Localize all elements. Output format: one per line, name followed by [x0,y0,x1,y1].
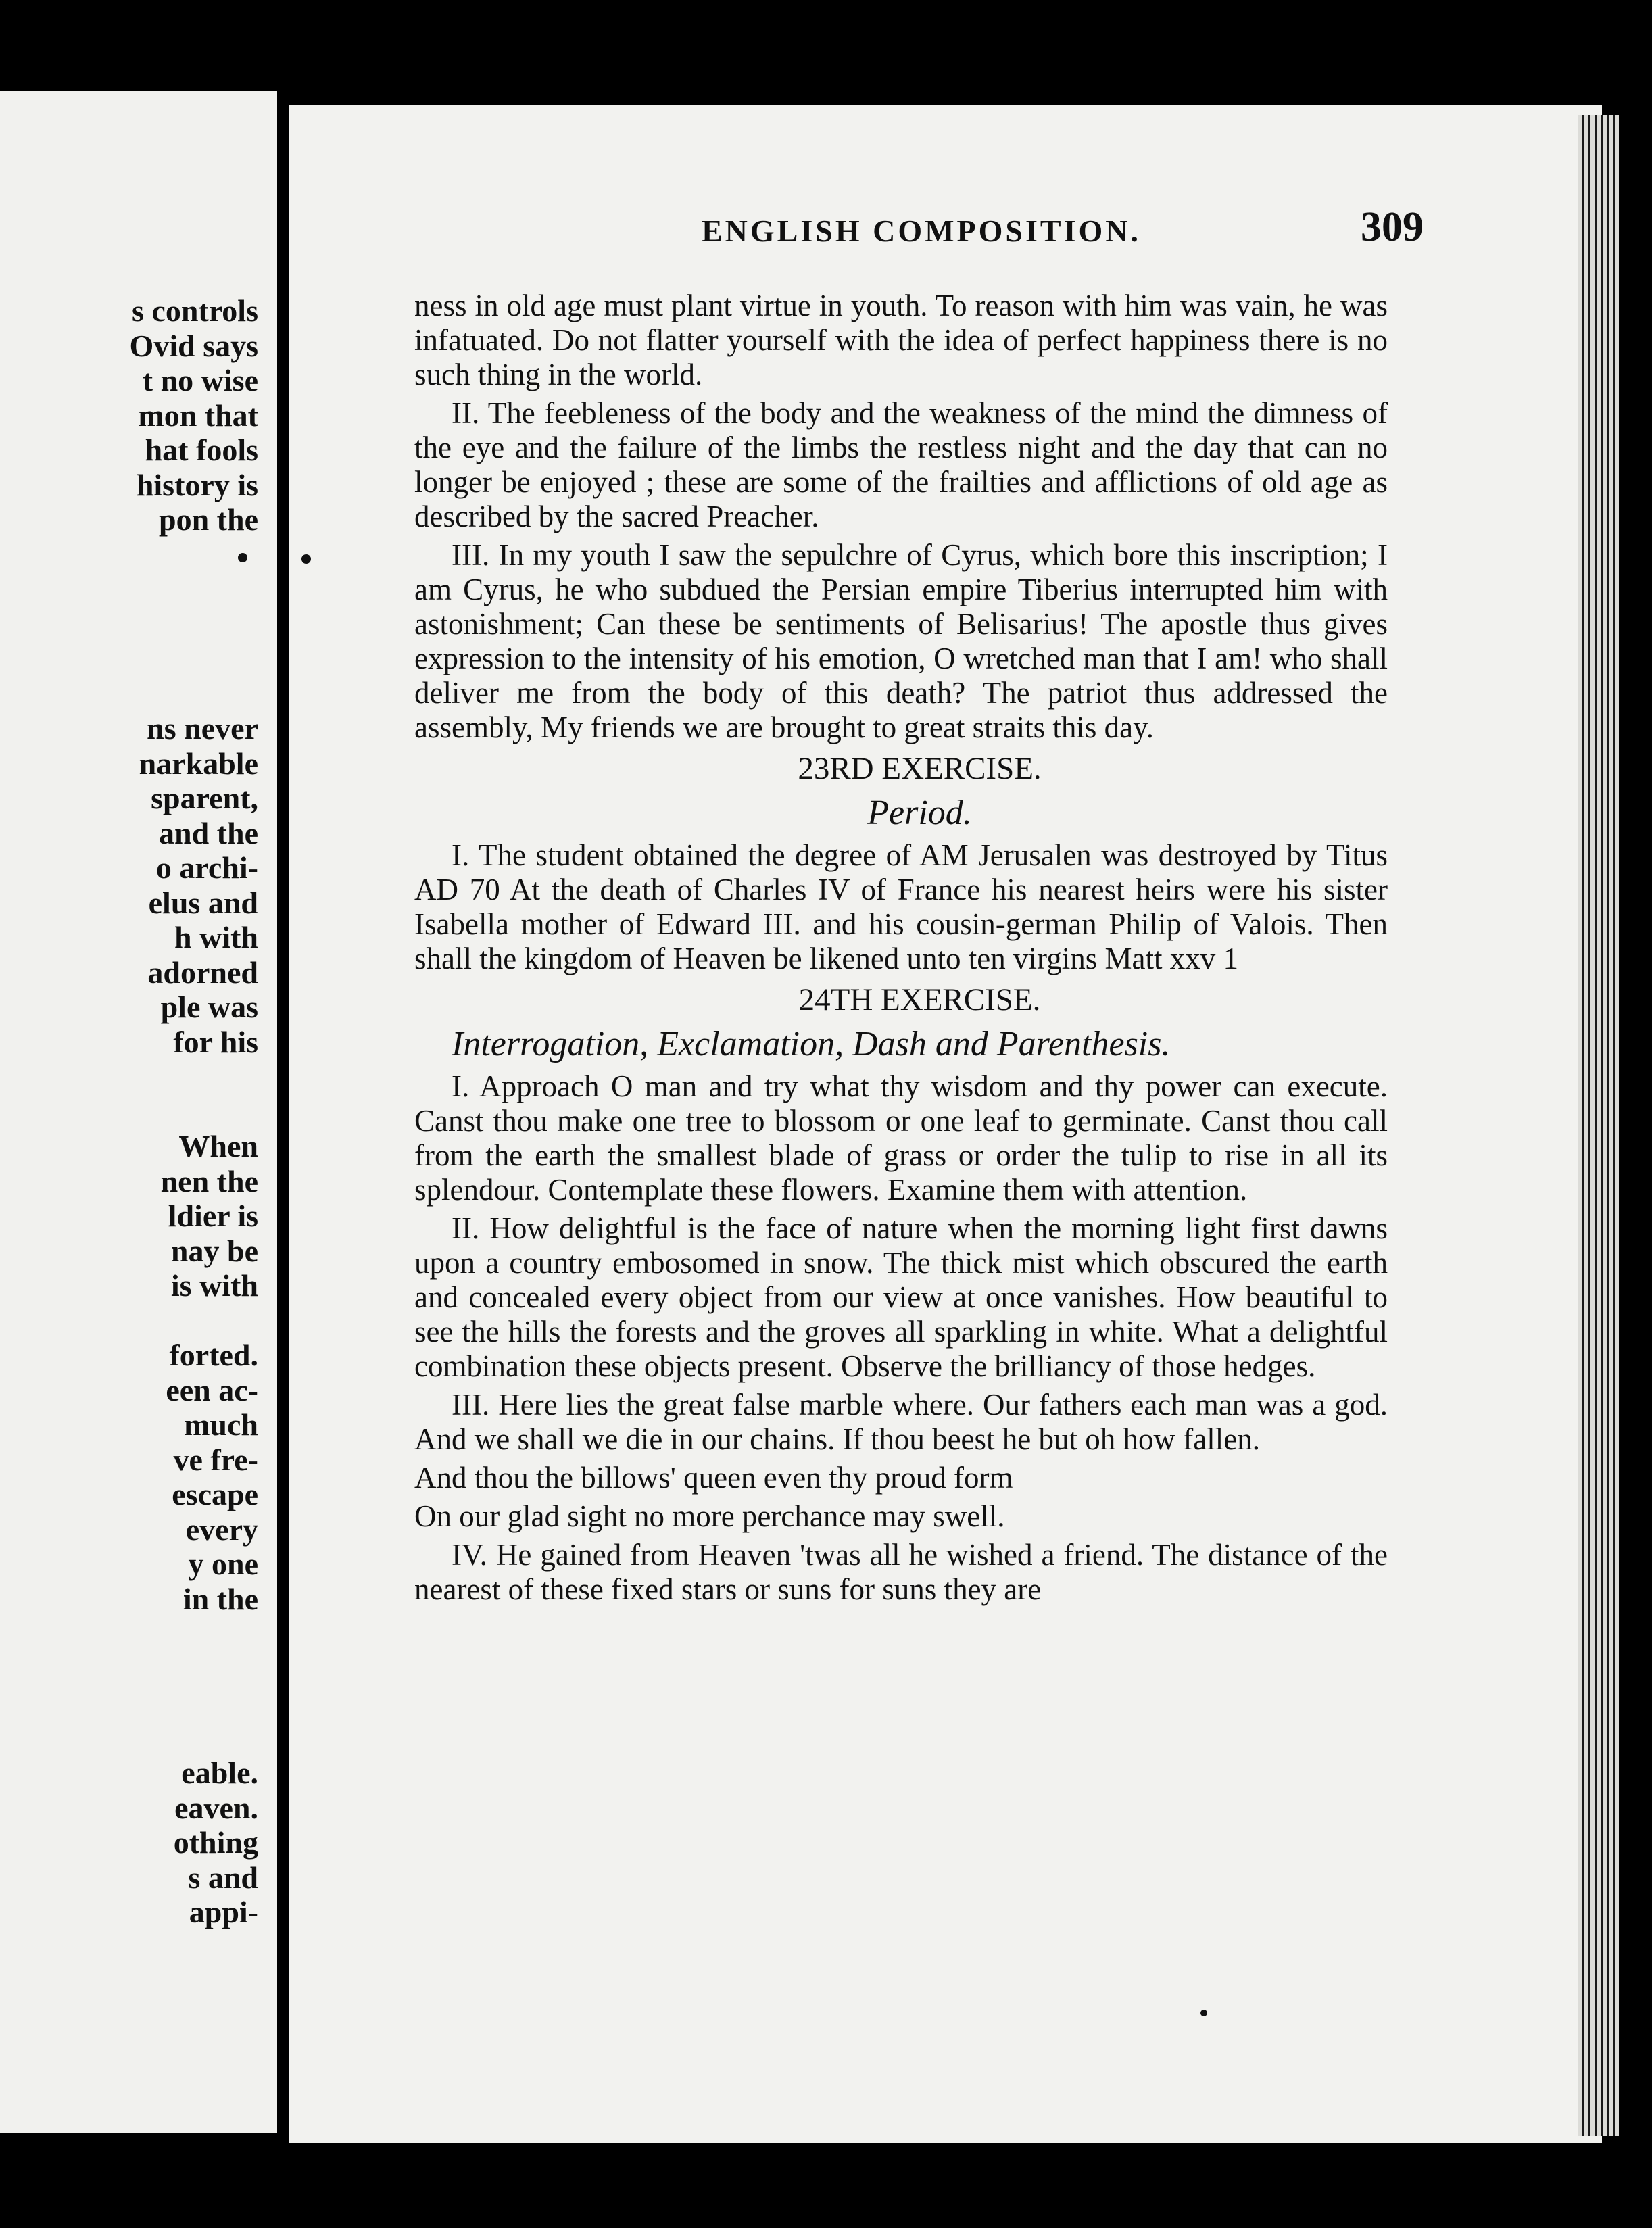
facing-page-line: hat fools [145,433,258,467]
facing-page-line: history is [136,467,258,502]
facing-page-line: appi- [189,1895,258,1929]
facing-page-line: for his [173,1024,258,1059]
facing-page-line: s and [188,1860,258,1895]
facing-page-line: is with [170,1268,258,1303]
ink-dot [238,553,247,562]
paragraph-iii: III. In my youth I saw the sepulchre of Cyrus, which bore this inscription; I am Cyrus, he who subdued the Persian empire Tiberius interrupted him with astonishment; Can these be sentiments of Belisarius! The apostle thus gives expression to the intensity of his emotion, O wretched man that I am! who shall deliver me from the body of this death? The patriot thus addressed the assembly, My friends we are brought to great straits this day. [414,538,1388,744]
facing-page-line: adorned [147,954,258,990]
facing-page-line: forted. [169,1338,258,1372]
facing-page-line: narkable [139,746,258,781]
exercise-23-heading: 23RD EXERCISE. [798,751,1042,786]
exercise-24-paragraph-iv: IV. He gained from Heaven 'twas all he wished a friend. The distance of the nearest of these fixed stars or suns for suns they are [414,1538,1388,1606]
paragraph-ii: II. The feebleness of the body and the weakness of the mind the dimness of the eye and the failure of the limbs the restless night and the day that can no longer be enjoyed ; these are some of the frailties and afflictions of old age as described by the sacred Preacher. [414,396,1388,533]
exercise-24-paragraph-ii: II. How delightful is the face of nature when the morning light first dawns upon a country embosomed in snow. The thick mist which obscured the earth and concealed every object from our view at once vanishes. How beautiful to see the hills the forests and the groves all sparkling in white. What a delightful combination these objects present. Observe the brilliancy of those hedges. [414,1211,1388,1383]
facing-page-line: eaven. [174,1790,258,1825]
exercise-24-heading: 24TH EXERCISE. [798,982,1041,1017]
facing-page-line: escape [172,1477,258,1511]
facing-page [0,91,277,2133]
facing-page-line: een ac- [166,1372,258,1407]
facing-page-line: ns never [147,711,258,746]
facing-page-line: t no wise [142,363,258,397]
facing-page-line: and the [159,815,258,850]
exercise-24-paragraph-i: I. Approach O man and try what thy wisdom and thy power can execute. Canst thou make one tree to blossom or one leaf to germinate. Canst thou call from the earth the smallest blade of grass or order the tulip to rise in all its splendour. Contemplate these flowers. Examine them with attention. [414,1069,1388,1207]
facing-page-line: o archi- [155,850,258,885]
facing-page-line: ldier is [168,1198,258,1233]
exercise-24-subheading: Interrogation, Exclamation, Dash and Parenthesis. [452,1025,1171,1063]
main-page [289,105,1602,2143]
facing-page-line: eable. [181,1755,258,1790]
facing-page-line: h with [174,920,258,954]
facing-page-line: othing [173,1825,258,1860]
facing-page-line: much [184,1407,258,1442]
facing-page-line: pon the [159,502,258,537]
page-gutter [277,95,289,2136]
facing-page-line: mon that [138,397,258,433]
exercise-23-paragraph-i: I. The student obtained the degree of AM Jerusalen was destroyed by Titus AD 70 At the death of Charles IV of France his nearest heirs were his sister Isabella mother of Edward III. and his cousin-german Philip of Valois. Then shall the kingdom of Heaven be likened unto ten virgins Matt xxv 1 [414,838,1388,975]
page-edges [1578,115,1619,2136]
facing-page-line: every [185,1511,258,1547]
facing-page-line: ve fre- [173,1442,258,1477]
page-body [414,289,1388,1611]
facing-page-line: s controls [132,293,258,328]
page-header [414,204,1496,260]
page-number: 309 [1361,204,1424,250]
verse-line: And thou the billows' queen even thy proud form [414,1461,1013,1495]
facing-page-line: nen the [160,1163,258,1198]
running-head: ENGLISH COMPOSITION. [702,214,1141,248]
facing-page-line: When [178,1129,258,1163]
paragraph-intro: ness in old age must plant virtue in youth. To reason with him was vain, he was infatuated. Do not flatter yourself with the idea of perfect happiness there is no such thing in the world. [414,289,1388,391]
facing-page-line: sparent, [151,781,258,815]
exercise-23-subheading: Period. [867,794,972,832]
facing-page-line: nay be [170,1233,258,1268]
facing-page-line: elus and [148,885,258,920]
facing-page-line: in the [183,1581,258,1616]
verse-line: On our glad sight no more perchance may swell. [414,1499,1005,1533]
facing-page-line: Ovid says [129,328,258,363]
ink-dot [1200,2010,1207,2016]
ink-dot [301,554,311,564]
exercise-24-paragraph-iii: III. Here lies the great false marble where. Our fathers each man was a god. And we shall we die in our chains. If thou beest he but oh how fallen. [414,1388,1388,1456]
facing-page-line: y one [188,1547,258,1581]
facing-page-line: ple was [160,990,258,1024]
